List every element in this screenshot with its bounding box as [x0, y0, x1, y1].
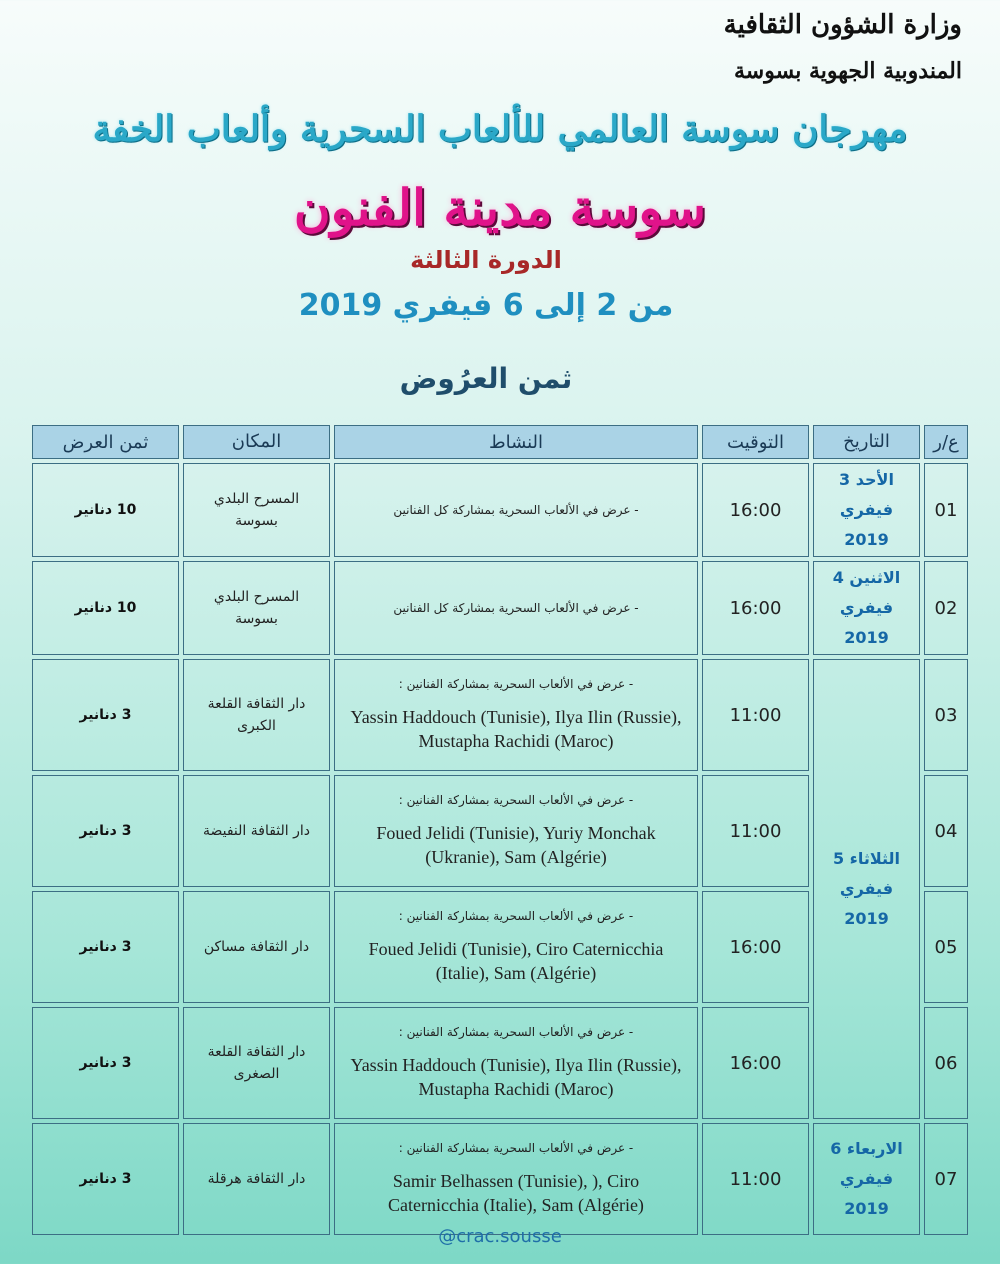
- place-line2: الصغرى: [233, 1066, 280, 1082]
- row-date: [813, 561, 920, 655]
- row-date: [813, 463, 920, 557]
- row-date-merged: [813, 659, 920, 1119]
- place-line1: دار الثقافة النفيضة: [202, 823, 311, 839]
- row-num: 06: [924, 1007, 968, 1119]
- table-row: [32, 561, 968, 655]
- row-place: [183, 891, 330, 1003]
- artists-text: Samir Belhassen (Tunisie), ), Ciro Caternicchia (Italie), Sam (Algérie): [388, 1171, 644, 1215]
- row-date: [813, 1123, 920, 1235]
- row-time: 16:00: [702, 561, 809, 655]
- row-price: 3 دنانير: [32, 891, 179, 1003]
- place-line1: دار الثقافة هرقلة: [207, 1171, 306, 1187]
- row-activity: [334, 891, 698, 1003]
- place-line1: دار الثقافة القلعة: [207, 696, 306, 712]
- row-time: 16:00: [702, 463, 809, 557]
- row-price: 3 دنانير: [32, 1123, 179, 1235]
- activity-text: - عرض في الألعاب السحرية بمشاركة الفنانين :: [398, 909, 634, 923]
- artists-text: Foued Jelidi (Tunisie), Yuriy Monchak (Ukranie), Sam (Algérie): [376, 823, 656, 867]
- header-num: ع/ر: [924, 425, 968, 459]
- edition-label: الدورة الثالثة: [410, 246, 562, 274]
- activity-text: - عرض في الألعاب السحرية بمشاركة الفنانين :: [398, 677, 634, 691]
- place-line1: دار الثقافة القلعة: [207, 1044, 306, 1060]
- row-place: [183, 463, 330, 557]
- activity-text: - عرض في الألعاب السحرية بمشاركة كل الفنانين: [393, 503, 639, 517]
- festival-title: مهرجان سوسة العالمي للألعاب السحرية وألعاب الخفة: [92, 108, 908, 150]
- row-time: 11:00: [702, 775, 809, 887]
- row-time: 16:00: [702, 1007, 809, 1119]
- place-line2: الكبرى: [237, 718, 276, 734]
- row-price: 3 دنانير: [32, 775, 179, 887]
- date-line2: فيفري 2019: [839, 1169, 894, 1218]
- row-num: 01: [924, 463, 968, 557]
- prices-title: ثمن العرُوض: [399, 362, 573, 395]
- date-line1: الاربعاء 6: [830, 1139, 903, 1158]
- date-line1: الأحد 3: [839, 470, 894, 489]
- activity-text: - عرض في الألعاب السحرية بمشاركة الفنانين :: [398, 793, 634, 807]
- header-price: ثمن العرض: [32, 425, 179, 459]
- place-line1: المسرح البلدي: [213, 491, 300, 507]
- regional-direction: المندوبية الجهوية بسوسة: [733, 58, 962, 84]
- shows-table: [28, 421, 972, 1239]
- row-activity: [334, 659, 698, 771]
- date-line1: الثلاثاء 5: [832, 849, 901, 868]
- row-num: 02: [924, 561, 968, 655]
- header-place: المكان: [183, 425, 330, 459]
- date-line2: فيفري 2019: [839, 598, 894, 647]
- row-price: 10 دنانير: [32, 463, 179, 557]
- row-num: 05: [924, 891, 968, 1003]
- festival-dates: من 2 إلى 6 فيفري 2019: [298, 288, 674, 323]
- table-header-row: [32, 425, 968, 459]
- row-num: 03: [924, 659, 968, 771]
- social-handle: @crac.sousse: [438, 1226, 562, 1247]
- row-activity: [334, 463, 698, 557]
- place-line1: المسرح البلدي: [213, 589, 300, 605]
- row-time: 16:00: [702, 891, 809, 1003]
- date-line1: الاثنين 4: [832, 568, 901, 587]
- row-activity: [334, 561, 698, 655]
- artists-text: Foued Jelidi (Tunisie), Ciro Caternicchia (Italie), Sam (Algérie): [368, 939, 664, 983]
- row-place: [183, 561, 330, 655]
- row-activity: [334, 1007, 698, 1119]
- table-row: [32, 463, 968, 557]
- row-price: 3 دنانير: [32, 659, 179, 771]
- row-activity: [334, 775, 698, 887]
- header-time: التوقيت: [702, 425, 809, 459]
- activity-text: - عرض في الألعاب السحرية بمشاركة الفنانين :: [398, 1141, 634, 1155]
- place-line2: بسوسة: [235, 513, 278, 529]
- table-row: [32, 1123, 968, 1235]
- artists-text: Yassin Haddouch (Tunisie), Ilya Ilin (Russie), Mustapha Rachidi (Maroc): [350, 707, 682, 751]
- row-place: [183, 775, 330, 887]
- activity-text: - عرض في الألعاب السحرية بمشاركة كل الفنانين: [393, 601, 639, 615]
- row-place: [183, 659, 330, 771]
- place-line2: بسوسة: [235, 611, 278, 627]
- row-place: [183, 1007, 330, 1119]
- ministry-name: وزارة الشؤون الثقافية: [723, 10, 962, 40]
- artists-text: Yassin Haddouch (Tunisie), Ilya Ilin (Russie), Mustapha Rachidi (Maroc): [350, 1055, 682, 1099]
- row-place: [183, 1123, 330, 1235]
- row-num: 04: [924, 775, 968, 887]
- date-line2: فيفري 2019: [839, 879, 894, 928]
- row-time: 11:00: [702, 1123, 809, 1235]
- table-row: [32, 659, 968, 771]
- activity-text: - عرض في الألعاب السحرية بمشاركة الفنانين :: [398, 1025, 634, 1039]
- row-price: 3 دنانير: [32, 1007, 179, 1119]
- place-line1: دار الثقافة مساكن: [203, 939, 310, 955]
- row-price: 10 دنانير: [32, 561, 179, 655]
- header-activity: النشاط: [334, 425, 698, 459]
- row-num: 07: [924, 1123, 968, 1235]
- header-date: التاريخ: [813, 425, 920, 459]
- row-time: 11:00: [702, 659, 809, 771]
- city-title: سوسة مدينة الفنون: [293, 178, 707, 237]
- row-activity: [334, 1123, 698, 1235]
- date-line2: فيفري 2019: [839, 500, 894, 549]
